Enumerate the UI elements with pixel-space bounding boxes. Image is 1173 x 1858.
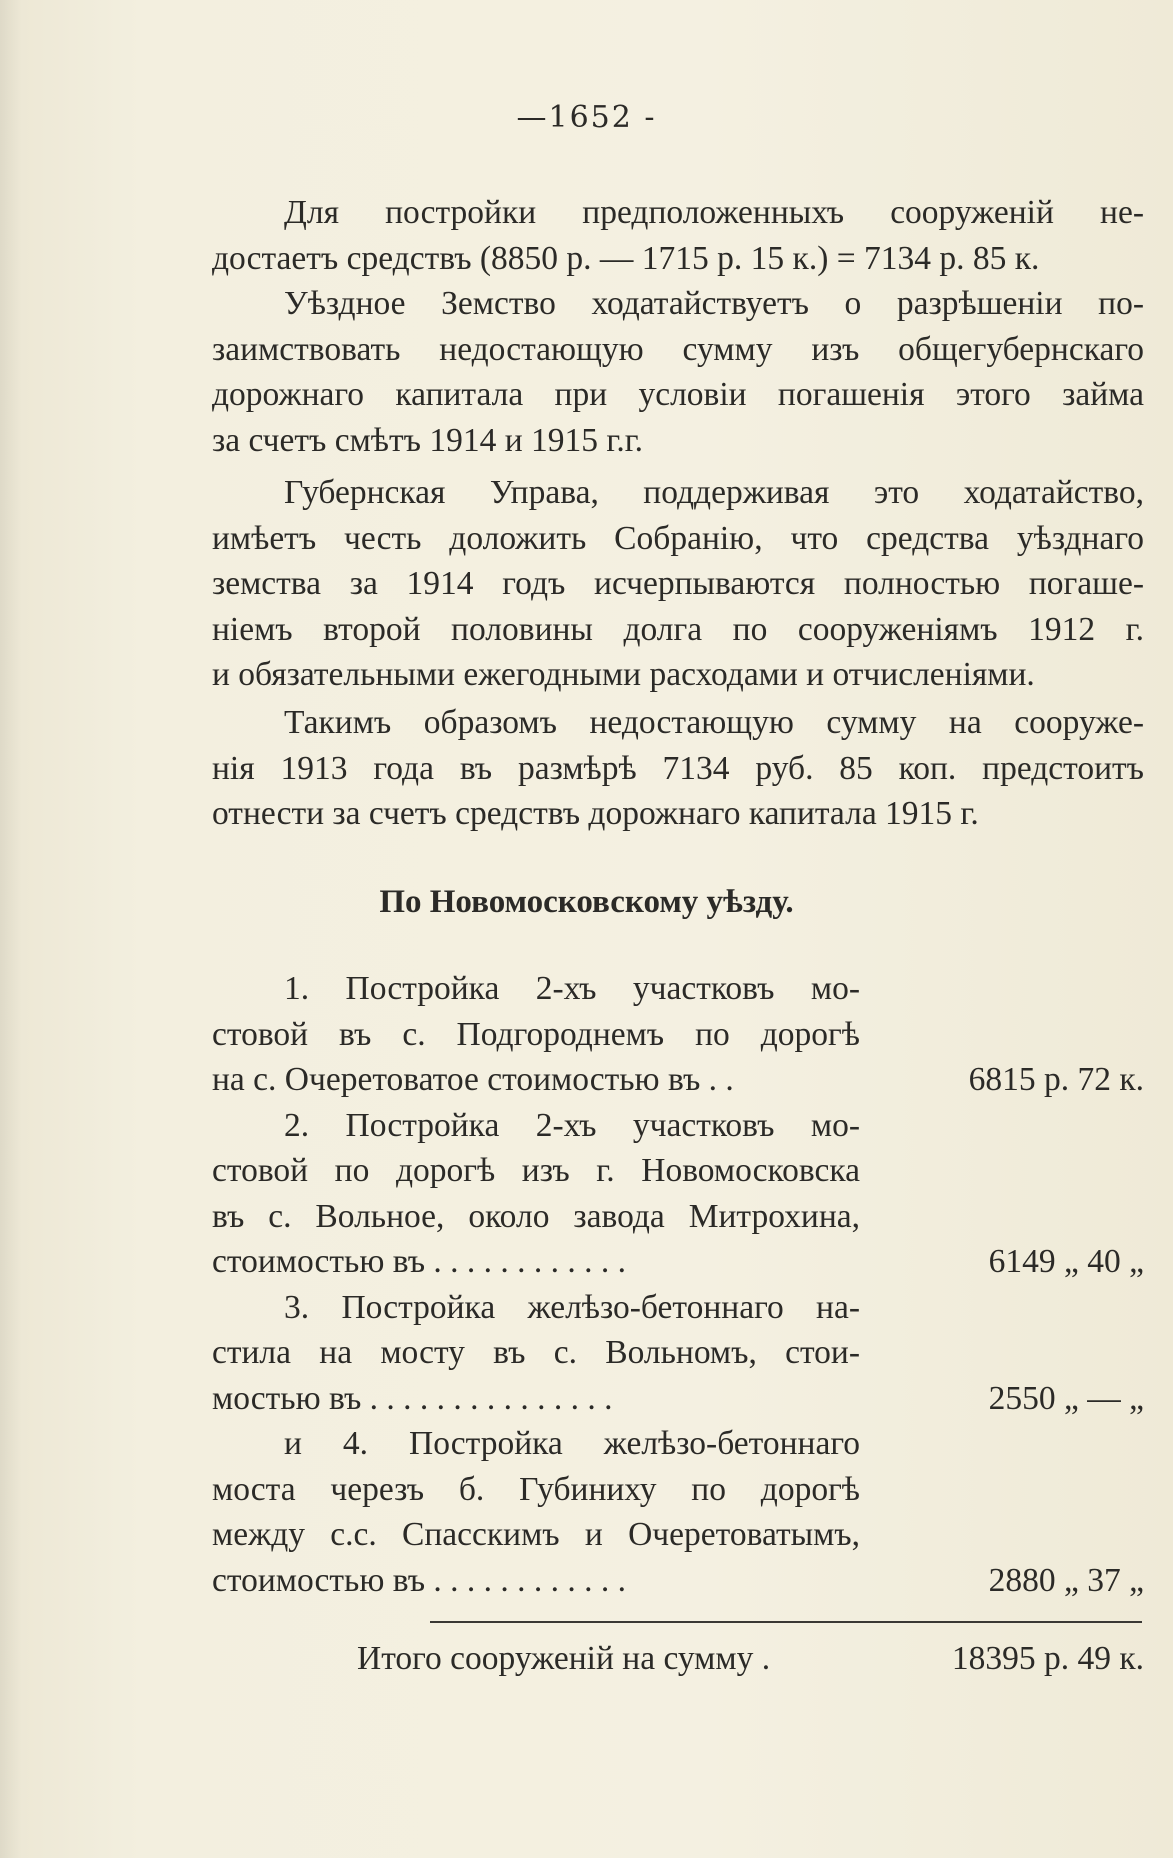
item-text-line: стоимостью въ . . . . . . . . . . . . [212, 1561, 627, 1599]
text-line: отнести за счетъ средствъ дорожнаго капитала 1915 г. [212, 795, 979, 832]
item-amount: 6815 р. 72 к. [968, 1061, 1144, 1098]
item-amount: 2880 „ 37 „ [988, 1561, 1144, 1599]
item-row [212, 1512, 1144, 1558]
text-line: заимствовать недостающую сумму изъ общегубернскаго [212, 330, 1144, 368]
paragraph-4 [212, 700, 1144, 837]
page-edge-shadow [0, 0, 22, 1858]
item-row [212, 1467, 1144, 1513]
total-label: Итого сооруженій на сумму . [357, 1640, 771, 1677]
item-text-line: на с. Очеретоватое стоимостью въ . . [212, 1061, 734, 1098]
item-row [212, 1194, 1144, 1240]
item-row [212, 1330, 1144, 1376]
total-row [212, 1640, 1144, 1686]
item-text-line: стовой по дорогѣ изъ г. Новомосковска [212, 1152, 860, 1189]
paragraph-3 [212, 470, 1144, 698]
item-row [212, 1558, 1144, 1604]
item-row [212, 1285, 1144, 1331]
text-line: и обязательными ежегодными расходами и отчисленіями. [212, 656, 1035, 693]
item-text-line: стила на мосту въ с. Вольномъ, стои- [212, 1334, 860, 1371]
text-line: земства за 1914 годъ исчерпываются полностью погаше- [212, 565, 1144, 602]
item-row [212, 1103, 1144, 1149]
text-line: Уѣздное Земство ходатайствуетъ о разрѣшеніи по- [284, 285, 1144, 322]
item-row [212, 1148, 1144, 1194]
text-line: нія 1913 года въ размѣрѣ 7134 руб. 85 коп. предстоитъ [212, 749, 1144, 787]
item-text-line: стовой въ с. Подгороднемъ по дорогѣ [212, 1015, 860, 1053]
page-number: —1652 - [516, 100, 657, 135]
item-text-line: въ с. Вольное, около завода Митрохина, [212, 1197, 860, 1235]
item-text-line: между с.с. Спасскимъ и Очеретоватымъ, [212, 1516, 860, 1553]
item-text-line: 2. Постройка 2-хъ участковъ мо- [284, 1106, 860, 1144]
paragraph-1 [212, 190, 1144, 281]
text-line: Такимъ образомъ недостающую сумму на сооруже- [284, 704, 1144, 741]
item-text-line: моста черезъ б. Губиниху по дорогѣ [212, 1470, 860, 1508]
total-divider [430, 1621, 1142, 1623]
item-row [212, 1057, 1144, 1103]
item-list [212, 966, 1144, 1603]
total-amount: 18395 р. 49 к. [951, 1640, 1144, 1677]
text-line: имѣетъ честь доложить Собранію, что средства уѣзднаго [212, 519, 1144, 557]
item-text-line: 3. Постройка желѣзо-бетоннаго на- [284, 1288, 860, 1326]
item-amount: 2550 „ — „ [988, 1379, 1144, 1417]
section-title: По Новомосковскому уѣзду. [379, 884, 794, 920]
text-line: достаетъ средствъ (8850 р. — 1715 р. 15 к.) = 7134 р. 85 к. [212, 239, 1040, 277]
item-text-line: стоимостью въ . . . . . . . . . . . . [212, 1243, 627, 1280]
text-line: Губернская Управа, поддерживая это ходатайство, [284, 474, 1144, 511]
item-amount: 6149 „ 40 „ [988, 1243, 1144, 1280]
item-row [212, 1239, 1144, 1285]
item-row [212, 1421, 1144, 1467]
item-row [212, 966, 1144, 1012]
text-line: Для постройки предположенныхъ сооруженій не- [284, 194, 1144, 231]
paragraph-2 [212, 281, 1144, 463]
text-line: за счетъ смѣтъ 1914 и 1915 г.г. [212, 421, 644, 459]
item-text-line: мостью въ . . . . . . . . . . . . . . . [212, 1379, 613, 1417]
item-row [212, 1012, 1144, 1058]
item-row [212, 1376, 1144, 1422]
text-line: дорожнаго капитала при условіи погашенія этого займа [212, 376, 1144, 413]
item-text-line: 1. Постройка 2-хъ участковъ мо- [284, 970, 860, 1007]
text-line: ніемъ второй половины долга по сооруженіямъ 1912 г. [212, 610, 1144, 648]
item-text-line: и 4. Постройка желѣзо-бетоннаго [284, 1425, 860, 1462]
